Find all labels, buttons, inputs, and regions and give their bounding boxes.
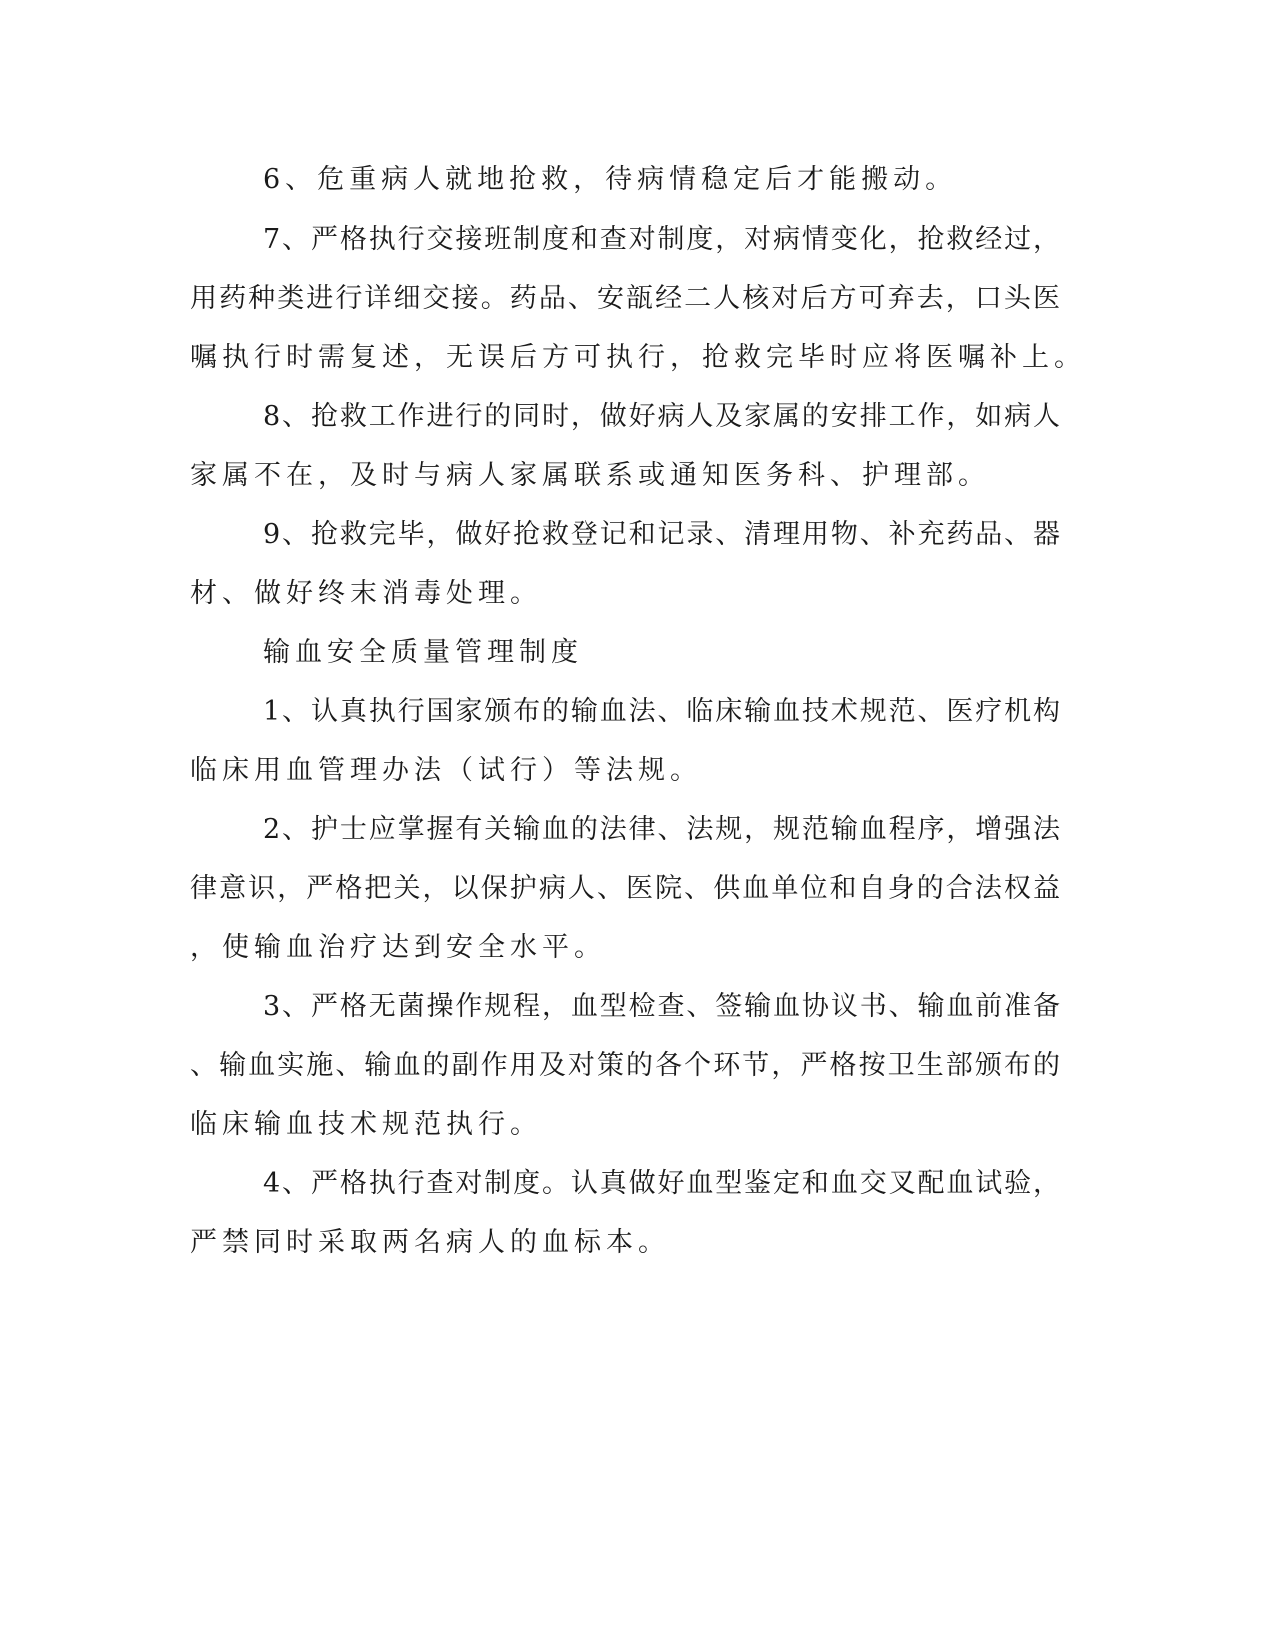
paragraph-rescue-8-line-2: 家属不在，及时与病人家属联系或通知医务科、护理部。 (190, 460, 990, 491)
paragraph-transfusion-3-line-1: 3、严格无菌操作规程，血型检查、签输血协议书、输血前准备 (263, 991, 1060, 1022)
paragraph-transfusion-2-line-2: 律意识，严格把关，以保护病人、医院、供血单位和自身的合法权益 (190, 873, 1060, 904)
paragraph-transfusion-2-line-1: 2、护士应掌握有关输血的法律、法规，规范输血程序，增强法 (263, 814, 1060, 845)
paragraph-rescue-9-line-2: 材、做好终末消毒处理。 (190, 578, 542, 609)
paragraph-transfusion-2-line-3: ，使输血治疗达到安全水平。 (190, 932, 606, 963)
paragraph-rescue-7-line-3: 嘱执行时需复述，无误后方可执行，抢救完毕时应将医嘱补上。 (190, 342, 1086, 373)
paragraph-rescue-9-line-1: 9、抢救完毕，做好抢救登记和记录、清理用物、补充药品、器 (263, 519, 1060, 550)
paragraph-transfusion-1-line-1: 1、认真执行国家颁布的输血法、临床输血技术规范、医疗机构 (263, 696, 1060, 727)
paragraph-rescue-6-line-1: 6、危重病人就地抢救，待病情稳定后才能搬动。 (263, 164, 958, 195)
paragraph-transfusion-4-line-2: 严禁同时采取两名病人的血标本。 (190, 1227, 670, 1258)
paragraph-transfusion-3-line-2: 、输血实施、输血的副作用及对策的各个环节，严格按卫生部颁布的 (190, 1050, 1060, 1081)
section-heading: 输血安全质量管理制度 (263, 637, 583, 668)
paragraph-transfusion-4-line-1: 4、严格执行查对制度。认真做好血型鉴定和血交叉配血试验， (263, 1168, 1060, 1199)
paragraph-transfusion-3-line-3: 临床输血技术规范执行。 (190, 1109, 542, 1140)
paragraph-transfusion-1-line-2: 临床用血管理办法（试行）等法规。 (190, 755, 702, 786)
paragraph-rescue-7-line-2: 用药种类进行详细交接。药品、安瓿经二人核对后方可弃去，口头医 (190, 283, 1060, 314)
paragraph-rescue-8-line-1: 8、抢救工作进行的同时，做好病人及家属的安排工作，如病人 (263, 401, 1060, 432)
paragraph-rescue-7-line-1: 7、严格执行交接班制度和查对制度，对病情变化，抢救经过， (263, 224, 1060, 255)
